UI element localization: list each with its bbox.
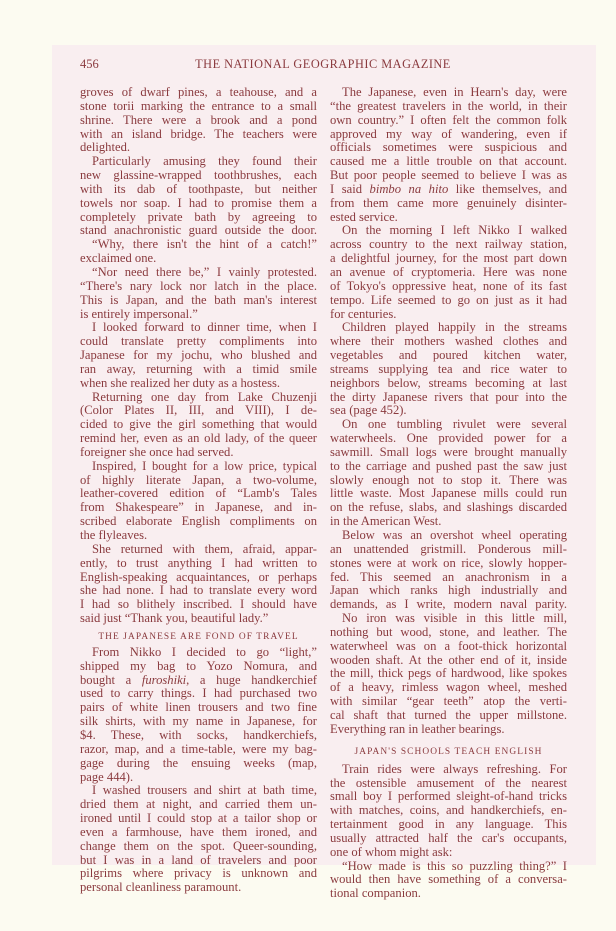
text-line: “There's nary lock nor latch in the place. bbox=[80, 279, 317, 293]
text-line: with matches, coins, and handkerchiefs, en- bbox=[330, 804, 567, 818]
text-line: sawmill. Small logs were brought manually bbox=[330, 445, 567, 459]
text-line: of highly literate Japan, a two-volume, bbox=[80, 473, 317, 487]
text-line: ently, to trust anything I had written to bbox=[80, 556, 317, 570]
text-line: when she realized her duty as a hostess. bbox=[80, 376, 281, 390]
italic-term: furoshiki bbox=[141, 673, 187, 687]
text-line: nothing but wood, stone, and leather. The bbox=[330, 625, 567, 639]
text-line: waterwheels. One provided power for a bbox=[330, 432, 567, 446]
text-line: Japan which ranks high industrially and bbox=[330, 584, 567, 598]
text-line: (Color Plates II, III, and VIII), I de- bbox=[80, 404, 317, 418]
text-line: This is Japan, and the bath man's interest bbox=[80, 293, 317, 307]
text-line: could translate pretty compliments into bbox=[80, 335, 317, 349]
text-line: I had so blithely inscribed. I should have bbox=[80, 598, 317, 612]
text-line: razor, map, and a time-table, were my bag- bbox=[80, 742, 317, 756]
text-line: tertainment good in any language. This bbox=[330, 818, 567, 832]
text-fragment: , a huge handkerchief bbox=[186, 673, 317, 687]
text-line: foreigner she once had served. bbox=[80, 445, 234, 459]
text-line bbox=[330, 183, 567, 197]
text-line: gage during the ensuing weeks (map, bbox=[80, 756, 317, 770]
text-line: in the American West. bbox=[330, 515, 442, 529]
text-line: an avenue of cryptomeria. Here was none bbox=[330, 265, 567, 279]
text-line: Train rides were always refreshing. For bbox=[342, 762, 567, 776]
text-line: sea (page 452). bbox=[330, 404, 407, 418]
text-line: delighted. bbox=[80, 141, 131, 155]
text-line: even a farmhouse, have them ironed, and bbox=[80, 825, 317, 839]
text-line: across country to the next railway station, bbox=[330, 238, 567, 252]
text-line: leather-covered edition of “Lamb's Tales bbox=[80, 487, 317, 501]
text-line: an unattended gristmill. Ponderous mill- bbox=[330, 542, 567, 556]
text-line: waterwheel was on a foot-thick horizontal bbox=[330, 639, 567, 653]
text-line: own country.” I often felt the common folk bbox=[330, 113, 567, 127]
text-line: would then have something of a conversa- bbox=[330, 873, 567, 887]
text-line: $4. These, with socks, handkerchiefs, bbox=[80, 728, 317, 742]
text-line: change them on the spot. Queer-sounding, bbox=[80, 839, 317, 853]
text-line: but I was in a land of travelers and poor bbox=[80, 853, 317, 867]
text-line: small boy I performed sleight-of-hand tricks bbox=[330, 790, 567, 804]
text-line: a delightful journey, for the most part down bbox=[330, 252, 567, 266]
text-line: page 444). bbox=[80, 770, 134, 784]
text-line: tional companion. bbox=[330, 887, 421, 901]
text-line: the ostensible amusement of the nearest bbox=[330, 776, 567, 790]
text-line: I looked forward to dinner time, when I bbox=[92, 321, 317, 335]
text-line: of Tokyo's oppressive heat, none of its fast bbox=[330, 279, 567, 293]
text-line: pilgrims where privacy is unknown and bbox=[80, 867, 317, 881]
text-line: “How made is this so puzzling thing?” I bbox=[342, 859, 567, 873]
text-line: “Nor need there be,” I vainly protested. bbox=[92, 265, 317, 279]
section-heading: THE JAPANESE ARE FOND OF TRAVEL bbox=[98, 631, 299, 642]
italic-term: bimbo na hito bbox=[369, 182, 449, 196]
text-line: demands, as I write, modern naval parity. bbox=[330, 598, 567, 612]
text-line: of a heavy, rimless wagon wheel, meshed bbox=[330, 681, 567, 695]
text-line: ested service. bbox=[330, 210, 398, 224]
text-line: from Shakespeare” in Japanese, and in- bbox=[80, 501, 317, 515]
text-line: little waste. Most Japanese mills could run bbox=[330, 487, 567, 501]
text-line: neighbors below, streams becoming at last bbox=[330, 376, 567, 390]
text-line: From Nikko I decided to go “light,” bbox=[92, 645, 317, 659]
text-line: English-speaking acquaintances, or perhaps bbox=[80, 570, 317, 584]
text-line: said just “Thank you, beautiful lady.” bbox=[80, 612, 269, 626]
text-line: On the morning I left Nikko I walked bbox=[342, 224, 567, 238]
text-line: cal shaft that turned the upper millstone. bbox=[330, 708, 567, 722]
text-fragment: bought a bbox=[80, 673, 142, 687]
text-line: shrine. There were a brook and a pond bbox=[80, 113, 317, 127]
text-line: where their mothers washed clothes and bbox=[330, 335, 567, 349]
text-line: silk shirts, with my name in Japanese, for bbox=[80, 715, 317, 729]
text-line: Particularly amusing they found their bbox=[92, 155, 317, 169]
text-line: vegetables and poured kitchen water, bbox=[330, 349, 567, 363]
text-line: groves of dwarf pines, a teahouse, and a bbox=[80, 86, 317, 99]
text-line: one of whom might ask: bbox=[330, 845, 453, 859]
text-line: from them came more genuinely disinter- bbox=[330, 196, 567, 210]
text-fragment: I said bbox=[330, 182, 370, 196]
text-line: towels nor soap. I had to promise them a bbox=[80, 196, 317, 210]
text-line bbox=[80, 674, 317, 688]
text-line: Children played happily in the streams bbox=[342, 321, 567, 335]
text-line: “the greatest travelers in the world, in their bbox=[330, 99, 567, 113]
text-fragment: like themselves, and bbox=[448, 182, 567, 196]
section-heading: JAPAN'S SCHOOLS TEACH ENGLISH bbox=[354, 746, 543, 757]
text-line: But poor people seemed to believe I was as bbox=[330, 169, 567, 183]
text-line: officials sometimes were suspicious and bbox=[330, 141, 567, 155]
text-line: Japanese for my jochu, who blushed and bbox=[80, 349, 317, 363]
text-line: with similar “gear teeth” atop the verti- bbox=[330, 695, 567, 709]
text-line: the dirty Japanese rivers that pour into the bbox=[330, 390, 567, 404]
text-line: approved my way of wandering, even if bbox=[330, 127, 567, 141]
text-line: Returning one day from Lake Chuzenji bbox=[92, 390, 317, 404]
text-line: she had none. I had to translate every word bbox=[80, 584, 317, 598]
text-line: stone torii marking the entrance to a small bbox=[80, 99, 317, 113]
text-line: streams supplying tea and rice water to bbox=[330, 362, 567, 376]
text-line: personal cleanliness paramount. bbox=[80, 881, 242, 895]
text-line: fed. This seemed an anachronism in a bbox=[330, 570, 567, 584]
text-line: Everything ran in leather bearings. bbox=[330, 722, 505, 736]
left-column bbox=[80, 86, 317, 895]
text-line: tempo. Life seemed to go on just as it had bbox=[330, 293, 567, 307]
text-line: caused me a little trouble on that account. bbox=[330, 155, 567, 169]
right-column bbox=[330, 86, 567, 901]
text-line: on the refuse, slabs, and slashings discarded bbox=[330, 501, 567, 515]
text-line: slowly enough not to stop it. There was bbox=[330, 473, 567, 487]
text-line: On one tumbling rivulet were several bbox=[342, 418, 567, 432]
text-line: Inspired, I bought for a low price, typical bbox=[92, 459, 317, 473]
text-line: dried them at night, and carried them un- bbox=[80, 798, 317, 812]
text-line: No iron was visible in this little mill, bbox=[342, 612, 567, 626]
text-line: new glassine-wrapped toothbrushes, each bbox=[80, 169, 317, 183]
text-line: the mill, thick pegs of hardwood, like spokes bbox=[330, 667, 567, 681]
text-line: remind her, even as an old lady, of the queer bbox=[80, 432, 317, 446]
text-line: for centuries. bbox=[330, 307, 397, 321]
text-line: cided to give the girl something that would bbox=[80, 418, 317, 432]
text-line: I washed trousers and shirt at bath time, bbox=[92, 784, 317, 798]
page-number: 456 bbox=[80, 57, 99, 71]
text-line: “Why, there isn't the hint of a catch!” bbox=[92, 238, 317, 252]
running-title: THE NATIONAL GEOGRAPHIC MAGAZINE bbox=[195, 57, 451, 71]
text-line: usually attracted half the car's occupants, bbox=[330, 831, 567, 845]
text-line: to the carriage and pushed past the saw just bbox=[330, 459, 567, 473]
text-line: is entirely impersonal.” bbox=[80, 307, 198, 321]
text-line: stones were at work on rice, slowly hopper- bbox=[330, 556, 567, 570]
text-line: ran away, returning with a timid smile bbox=[80, 362, 317, 376]
text-line: with an island bridge. The teachers were bbox=[80, 127, 317, 141]
text-line: stand anachronistic guard outside the door. bbox=[80, 224, 317, 238]
text-line: wooden shaft. At the other end of it, inside bbox=[330, 653, 567, 667]
text-line: scribed elaborate English compliments on bbox=[80, 515, 317, 529]
text-line: She returned with them, afraid, appar- bbox=[92, 542, 317, 556]
text-line: ironed until I could stop at a tailor shop or bbox=[80, 812, 317, 826]
text-line: shipped my bag to Yozo Nomura, and bbox=[80, 659, 317, 673]
text-line: used to carry things. I had purchased two bbox=[80, 687, 317, 701]
text-line: The Japanese, even in Hearn's day, were bbox=[342, 86, 567, 99]
text-line: Below was an overshot wheel operating bbox=[342, 529, 567, 542]
text-line: pairs of white linen trousers and two fine bbox=[80, 701, 317, 715]
text-line: with its dab of toothpaste, but neither bbox=[80, 182, 317, 196]
text-line: exclaimed one. bbox=[80, 252, 157, 266]
text-line: completely private bath by agreeing to bbox=[80, 210, 317, 224]
text-line: the flyleaves. bbox=[80, 529, 148, 542]
